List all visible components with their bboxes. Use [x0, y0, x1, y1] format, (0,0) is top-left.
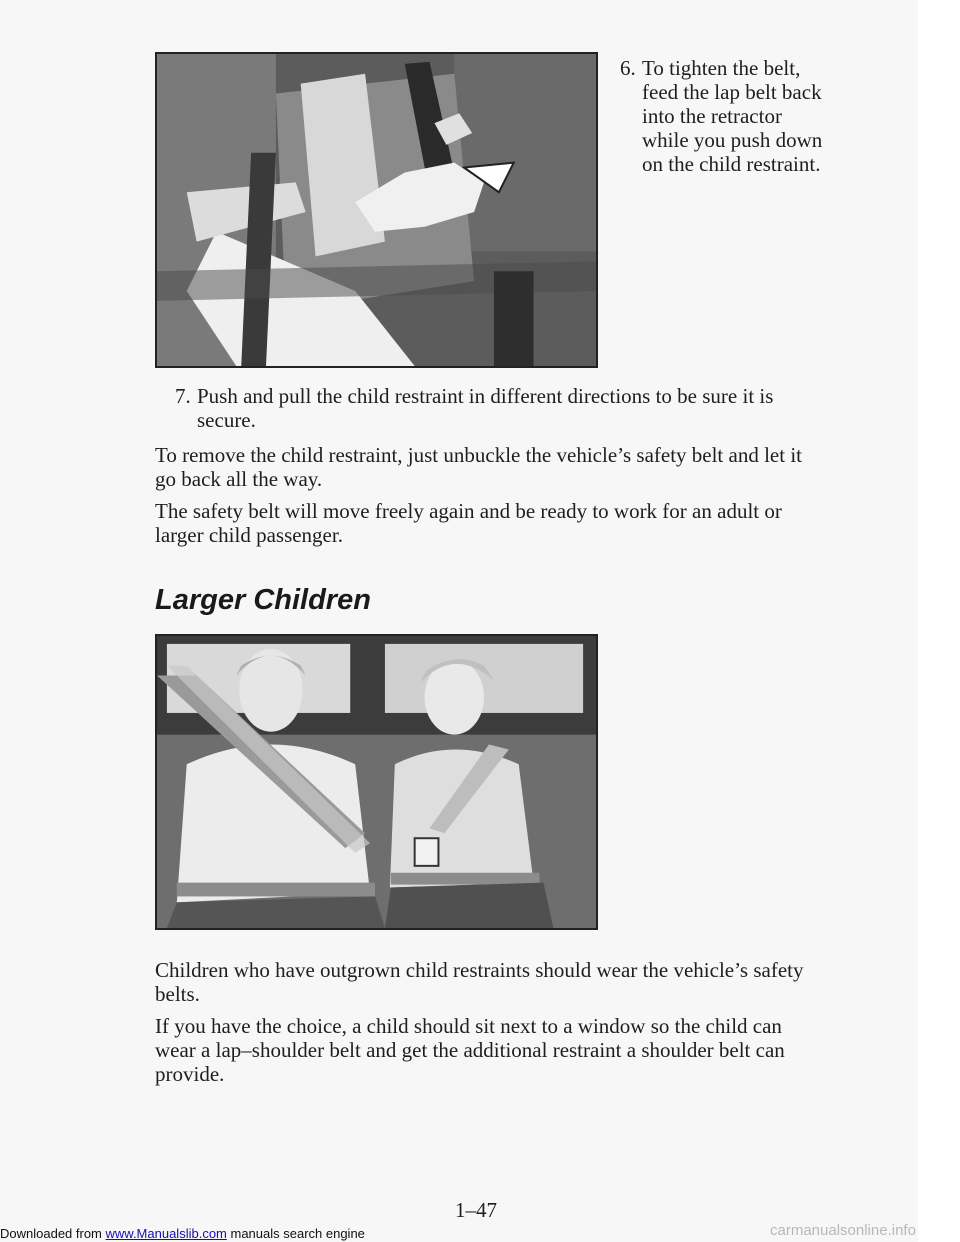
banner-prefix: Downloaded from — [0, 1226, 106, 1241]
step-6-number: 6. — [620, 56, 636, 80]
section-heading: Larger Children — [155, 584, 371, 616]
step-6 — [620, 56, 830, 176]
page-number: 1–47 — [455, 1198, 497, 1222]
manualslib-link[interactable]: www.Manualslib.com — [105, 1226, 227, 1241]
larger-children-illustration — [155, 634, 598, 930]
banner-suffix: manuals search engine — [226, 1226, 365, 1241]
right-margin — [918, 0, 960, 1242]
download-banner — [0, 1226, 365, 1242]
children-seated-drawing — [157, 636, 596, 928]
step-7-text: Push and pull the child restraint in different directions to be sure it is secure. — [197, 384, 774, 432]
outgrown-restraints-paragraph: Children who have outgrown child restraints should wear the vehicle’s safety belts. — [155, 958, 804, 1006]
remove-restraint-paragraph: To remove the child restraint, just unbuckle the vehicle’s safety belt and let it go back all the way. — [155, 443, 803, 491]
tightening-belt-drawing — [157, 54, 596, 366]
window-seat-paragraph: If you have the choice, a child should sit next to a window so the child can wear a lap–shoulder belt and get the additional restraint a shoulder belt can provide. — [155, 1014, 785, 1086]
step-6-text: To tighten the belt, feed the lap belt back into the retractor while you push down on the child restraint. — [642, 56, 823, 176]
child-restraint-tightening-illustration — [155, 52, 598, 368]
step-7-number: 7. — [175, 384, 191, 408]
step-7 — [175, 384, 815, 432]
belt-moves-freely-paragraph: The safety belt will move freely again and be ready to work for an adult or larger child passenger. — [155, 499, 782, 547]
watermark-text: carmanualsonline.info — [770, 1222, 916, 1239]
